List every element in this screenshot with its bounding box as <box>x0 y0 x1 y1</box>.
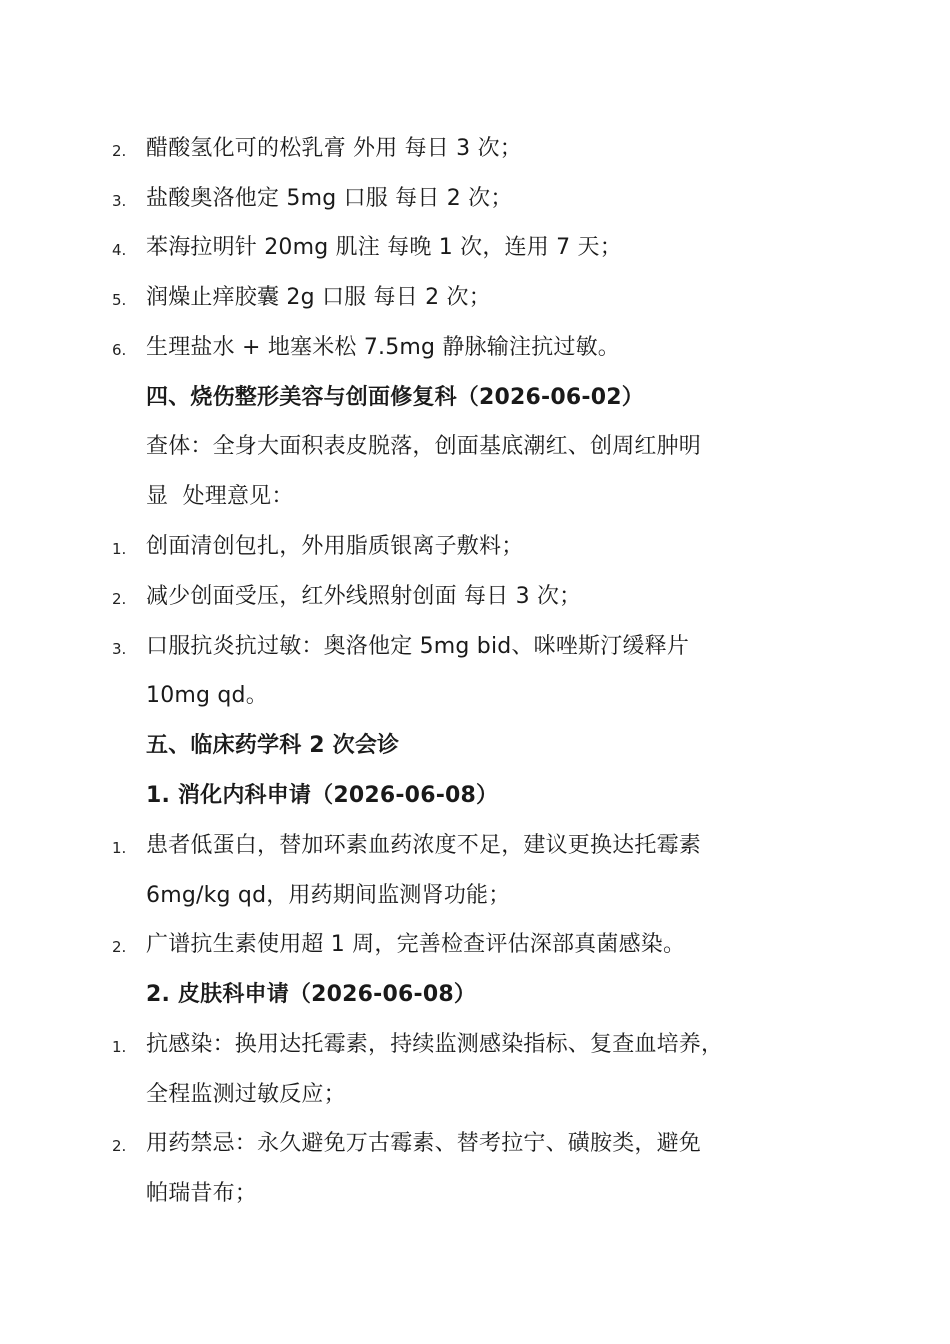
subsection-heading: 1. 消化内科申请（2026-06-08） <box>146 783 499 808</box>
list-number: 3. <box>112 640 127 658</box>
list-number: 5. <box>112 291 127 309</box>
list-number: 1. <box>112 540 127 558</box>
list-number: 3. <box>112 192 127 210</box>
list-item-continuation: 6mg/kg qd，用药期间监测肾功能； <box>146 883 511 908</box>
list-number: 1. <box>112 839 127 857</box>
exam-text: 查体：全身大面积表皮脱落，创面基底潮红、创周红肿明 <box>146 434 702 459</box>
list-item: 苯海拉明针 20mg 肌注 每晚 1 次，连用 7 天； <box>146 235 622 260</box>
list-item: 抗感染：换用达托霉素，持续监测感染指标、复查血培养， <box>146 1032 724 1057</box>
exam-text: 显 处理意见： <box>146 484 294 509</box>
list-item: 醋酸氢化可的松乳膏 外用 每日 3 次； <box>146 136 522 161</box>
section-heading: 四、烧伤整形美容与创面修复科（2026-06-02） <box>146 385 644 410</box>
list-item: 润燥止痒胶囊 2g 口服 每日 2 次； <box>146 285 491 310</box>
list-number: 1. <box>112 1038 127 1056</box>
list-item: 减少创面受压，红外线照射创面 每日 3 次； <box>146 584 582 609</box>
list-item: 广谱抗生素使用超 1 周，完善检查评估深部真菌感染。 <box>146 932 686 957</box>
list-item: 创面清创包扎，外用脂质银离子敷料； <box>146 534 524 559</box>
list-number: 2. <box>112 142 127 160</box>
list-item: 用药禁忌：永久避免万古霉素、替考拉宁、磺胺类，避免 <box>146 1131 702 1156</box>
list-item: 口服抗炎抗过敏：奥洛他定 5mg bid、咪唑斯汀缓释片 <box>146 634 690 659</box>
list-number: 2. <box>112 590 127 608</box>
list-number: 2. <box>112 1137 127 1155</box>
subsection-heading: 2. 皮肤科申请（2026-06-08） <box>146 982 477 1007</box>
list-item: 盐酸奥洛他定 5mg 口服 每日 2 次； <box>146 186 513 211</box>
list-item: 患者低蛋白，替加环素血药浓度不足，建议更换达托霉素 <box>146 833 702 858</box>
list-item: 生理盐水 + 地塞米松 7.5mg 静脉输注抗过敏。 <box>146 335 620 360</box>
list-item-continuation: 10mg qd。 <box>146 683 268 708</box>
list-number: 6. <box>112 341 127 359</box>
section-heading: 五、临床药学科 2 次会诊 <box>146 733 400 758</box>
list-number: 4. <box>112 241 127 259</box>
list-number: 2. <box>112 938 127 956</box>
list-item-continuation: 全程监测过敏反应； <box>146 1082 346 1107</box>
list-item-continuation: 帕瑞昔布； <box>146 1181 258 1206</box>
